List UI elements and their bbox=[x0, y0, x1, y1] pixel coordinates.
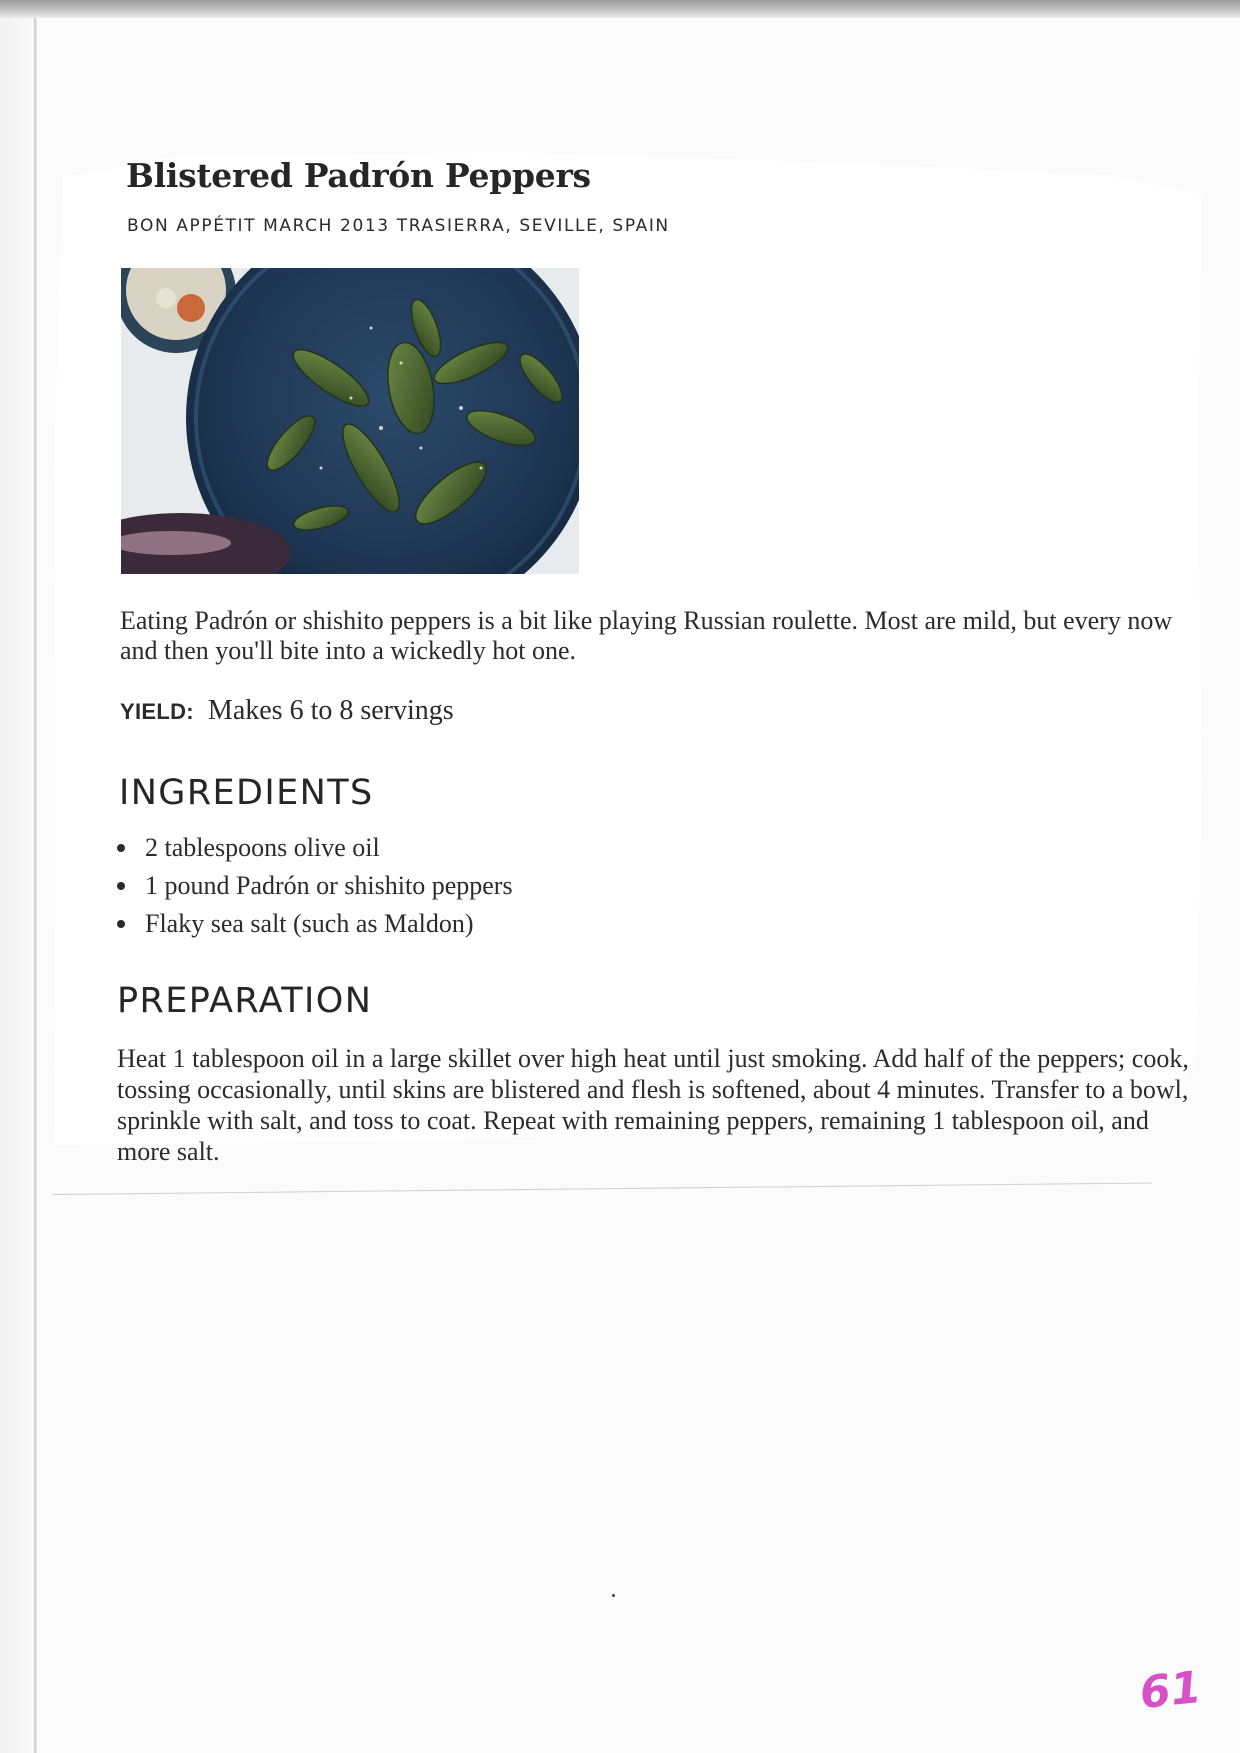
ingredient-text: 2 tablespoons olive oil bbox=[145, 833, 380, 862]
bullet-icon bbox=[117, 882, 125, 890]
preparation-heading: PREPARATION bbox=[117, 981, 373, 1021]
binder-margin bbox=[0, 18, 34, 1753]
ingredient-item bbox=[114, 868, 513, 906]
bullet-icon bbox=[117, 920, 125, 928]
ingredient-item bbox=[114, 830, 513, 868]
yield-label: YIELD: bbox=[120, 699, 194, 724]
ingredients-heading: INGREDIENTS bbox=[119, 773, 374, 813]
ingredient-text: 1 pound Padrón or shishito peppers bbox=[145, 871, 513, 900]
binder-edge bbox=[34, 18, 37, 1753]
ingredients-list bbox=[114, 830, 513, 944]
yield-value: Makes 6 to 8 servings bbox=[207, 695, 454, 726]
clipping-edge bbox=[52, 1182, 1152, 1207]
preparation-text: Heat 1 tablespoon oil in a large skillet over high heat until just smoking. Add half of the peppers; cook, tossing occasionally, until skins are blistered and flesh is softened, about 4 minutes. Transfer to a bowl, sprinkle with salt, and toss to coat. Repeat with remaining peppers, remaining 1 tablespoon oil, and more salt. bbox=[117, 1044, 1189, 1166]
recipe-source: BON APPÉTIT MARCH 2013 TRASIERRA, SEVILLE, SPAIN bbox=[127, 216, 670, 236]
recipe-yield bbox=[120, 695, 454, 727]
ingredient-text: Flaky sea salt (such as Maldon) bbox=[145, 909, 474, 938]
recipe-title: Blistered Padrón Peppers bbox=[126, 156, 591, 195]
recipe-photo bbox=[121, 268, 579, 574]
scan-speck bbox=[612, 1594, 615, 1597]
bullet-icon bbox=[117, 844, 125, 852]
ingredient-item bbox=[114, 906, 513, 944]
page-number: 61 bbox=[1137, 1661, 1204, 1720]
scanner-shadow bbox=[0, 0, 1240, 18]
recipe-description: Eating Padrón or shishito peppers is a bit like playing Russian roulette. Most are mild, but every now and then you'll bite into a wickedly hot one. bbox=[120, 606, 1173, 665]
